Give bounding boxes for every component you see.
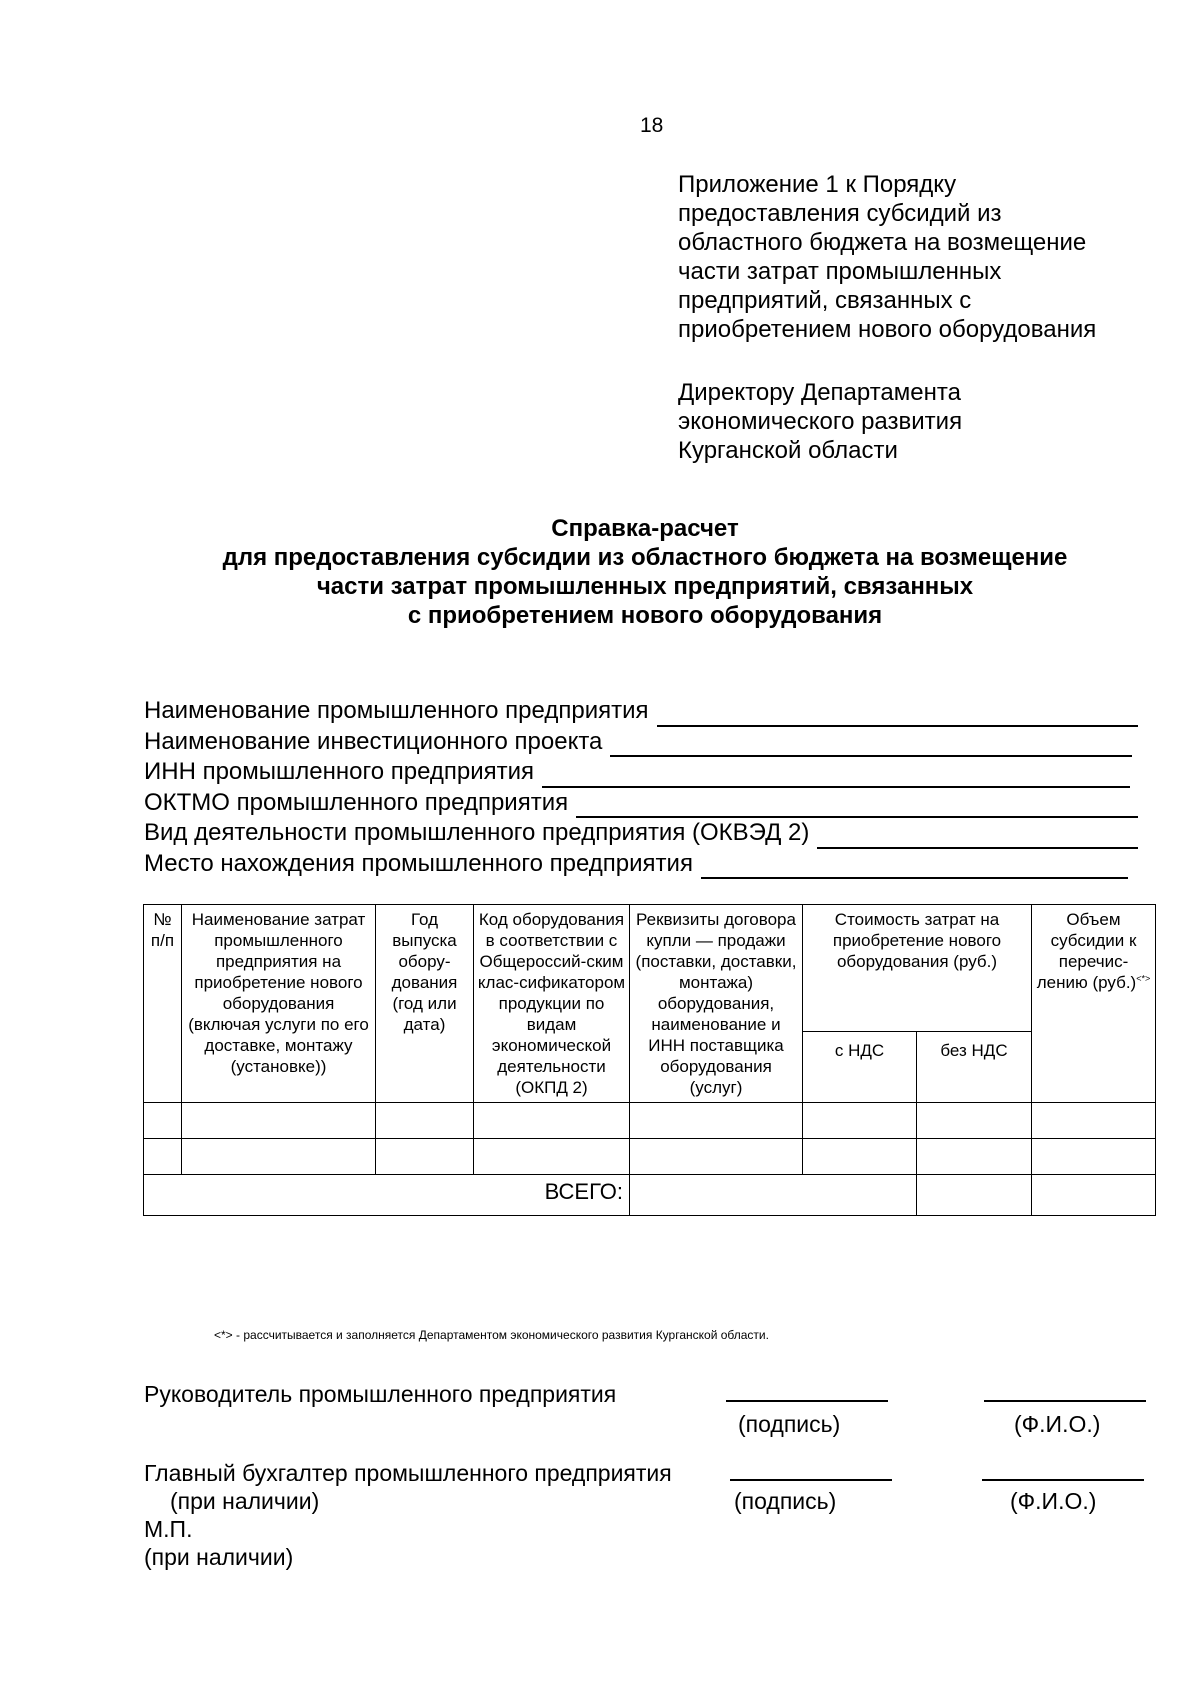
header-code: Код оборудования в соответствии с Общероссий-ским клас-сификатором продукции по видам экономической деятельности (ОКПД 2) bbox=[474, 905, 630, 1103]
appendix-line: приобретением нового оборудования bbox=[678, 316, 1097, 343]
addressee bbox=[678, 378, 1188, 465]
enterprise-fields bbox=[144, 696, 1144, 879]
table-cell[interactable] bbox=[474, 1103, 630, 1139]
accountant-name-line[interactable] bbox=[982, 1479, 1144, 1481]
fill-in-line[interactable] bbox=[576, 794, 1138, 818]
header-subsidy bbox=[1032, 905, 1156, 1103]
total-cell[interactable] bbox=[1032, 1175, 1156, 1216]
table-row bbox=[144, 1103, 1156, 1139]
header-subsidy-text: Объем субсидии к перечис-лению (руб.) bbox=[1036, 910, 1137, 992]
appendix-line: Приложение 1 к Порядку bbox=[678, 171, 957, 198]
table-header-row bbox=[144, 905, 1156, 1032]
appendix-line: предприятий, связанных с bbox=[678, 287, 972, 314]
table-cell[interactable] bbox=[376, 1139, 474, 1175]
field-project-name bbox=[144, 727, 1144, 758]
header-cost-novat: без НДС bbox=[917, 1032, 1032, 1103]
table-total-row bbox=[144, 1175, 1156, 1216]
table-cell[interactable] bbox=[630, 1139, 803, 1175]
header-cost: Стоимость затрат на приобретение нового оборудования (руб.) bbox=[803, 905, 1032, 1032]
head-signatory-label: Руководитель промышленного предприятия bbox=[144, 1381, 617, 1407]
header-cost-vat: с НДС bbox=[803, 1032, 917, 1103]
table-cell[interactable] bbox=[1032, 1139, 1156, 1175]
total-label: ВСЕГО: bbox=[144, 1175, 630, 1216]
table-cell[interactable] bbox=[376, 1103, 474, 1139]
accountant-signature-line[interactable] bbox=[730, 1479, 892, 1481]
field-label: Место нахождения промышленного предприятия bbox=[144, 849, 693, 877]
signature-caption: (подпись) bbox=[738, 1411, 841, 1437]
appendix-reference bbox=[678, 170, 1188, 344]
name-caption: (Ф.И.О.) bbox=[1014, 1411, 1101, 1437]
table-cell[interactable] bbox=[917, 1139, 1032, 1175]
addressee-line: экономического развития bbox=[678, 408, 963, 435]
accountant-note: (при наличии) bbox=[170, 1488, 320, 1514]
title-line: для предоставления субсидии из областного бюджета на возмещение bbox=[222, 544, 1068, 571]
table-cell[interactable] bbox=[144, 1139, 182, 1175]
field-enterprise-name bbox=[144, 696, 1144, 727]
stamp-note: (при наличии) bbox=[144, 1544, 294, 1570]
field-label: Наименование промышленного предприятия bbox=[144, 697, 649, 724]
head-signature-line[interactable] bbox=[726, 1400, 888, 1402]
field-inn bbox=[144, 757, 1144, 788]
fill-in-line[interactable] bbox=[701, 855, 1128, 879]
table-cell[interactable] bbox=[182, 1103, 376, 1139]
fill-in-line[interactable] bbox=[610, 733, 1132, 757]
field-label: Наименование инвестиционного проекта bbox=[144, 727, 603, 755]
title-line: с приобретением нового оборудования bbox=[407, 602, 883, 629]
table-cell[interactable] bbox=[630, 1103, 803, 1139]
field-okved bbox=[144, 818, 1144, 849]
fill-in-line[interactable] bbox=[657, 703, 1139, 727]
header-year: Год выпуска обору-дования (год или дата) bbox=[376, 905, 474, 1103]
footnote: <*> - рассчитывается и заполняется Департаментом экономического развития Курганской области. bbox=[214, 1328, 769, 1342]
appendix-line: части затрат промышленных bbox=[678, 258, 1002, 285]
title-line: части затрат промышленных предприятий, связанных bbox=[316, 573, 974, 600]
page-number: 18 bbox=[640, 114, 664, 137]
footnote-mark: <*> bbox=[1136, 973, 1151, 984]
header-contract: Реквизиты договора купли — продажи (поставки, доставки, монтажа) оборудования, наименование и ИНН поставщика оборудования (услуг) bbox=[630, 905, 803, 1103]
field-location bbox=[144, 849, 1144, 880]
table-cell[interactable] bbox=[182, 1139, 376, 1175]
field-label: ОКТМО промышленного предприятия bbox=[144, 788, 569, 816]
table-cell[interactable] bbox=[1032, 1103, 1156, 1139]
field-label: ИНН промышленного предприятия bbox=[144, 758, 535, 785]
header-num: № п/п bbox=[144, 905, 182, 1103]
cost-table bbox=[143, 904, 1156, 1216]
appendix-line: областного бюджета на возмещение bbox=[678, 229, 1087, 256]
field-oktmo bbox=[144, 788, 1144, 819]
table-cell[interactable] bbox=[803, 1103, 917, 1139]
total-cell[interactable] bbox=[917, 1175, 1032, 1216]
header-name: Наименование затрат промышленного предприятия на приобретение нового оборудования (включая услуги по его доставке, монтажу (установке)) bbox=[182, 905, 376, 1103]
table-cell[interactable] bbox=[803, 1139, 917, 1175]
table-cell[interactable] bbox=[144, 1103, 182, 1139]
appendix-line: предоставления субсидий из bbox=[678, 200, 1002, 227]
fill-in-line[interactable] bbox=[542, 764, 1130, 788]
accountant-label: Главный бухгалтер промышленного предприятия bbox=[144, 1460, 672, 1486]
total-cell[interactable] bbox=[630, 1175, 917, 1216]
table-cell[interactable] bbox=[917, 1103, 1032, 1139]
table-row bbox=[144, 1139, 1156, 1175]
stamp-label: М.П. bbox=[144, 1516, 193, 1542]
title-line: Справка-расчет bbox=[551, 515, 739, 542]
signature-caption: (подпись) bbox=[734, 1488, 837, 1514]
addressee-line: Директору Департамента bbox=[678, 379, 961, 406]
addressee-line: Курганской области bbox=[678, 437, 898, 464]
field-label: Вид деятельности промышленного предприятия (ОКВЭД 2) bbox=[144, 819, 810, 846]
document-title bbox=[120, 514, 1170, 630]
name-caption: (Ф.И.О.) bbox=[1010, 1488, 1097, 1514]
fill-in-line[interactable] bbox=[817, 825, 1138, 849]
table-cell[interactable] bbox=[474, 1139, 630, 1175]
head-name-line[interactable] bbox=[984, 1400, 1146, 1402]
